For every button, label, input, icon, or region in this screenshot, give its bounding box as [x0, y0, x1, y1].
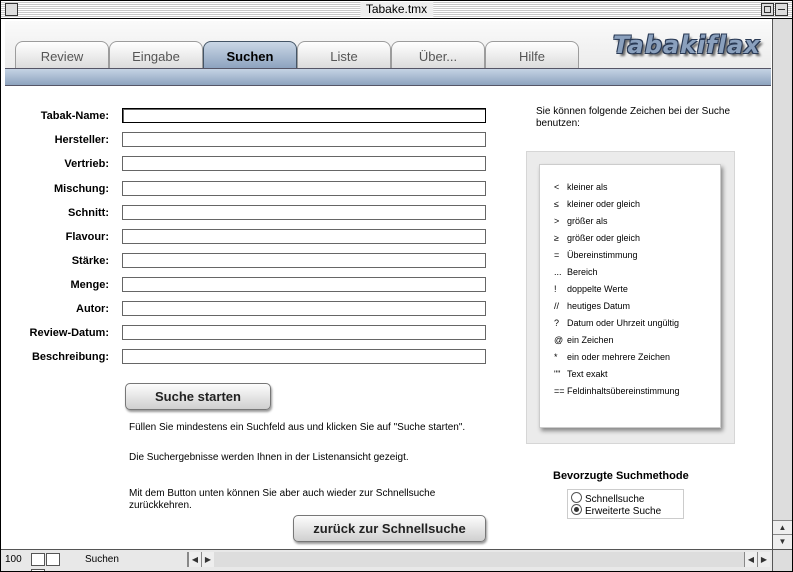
- operator-text: ein Zeichen: [567, 335, 614, 345]
- brand-logo: Tabakiflax: [613, 31, 761, 59]
- operator-symbol: ==: [554, 386, 565, 396]
- tab-hilfe[interactable]: Hilfe: [485, 41, 579, 68]
- operator-symbol: ...: [554, 267, 562, 277]
- operator-symbol: ≥: [554, 233, 559, 243]
- operator-row: [554, 233, 640, 243]
- header: [5, 21, 771, 86]
- zoom-in-icon[interactable]: [46, 553, 60, 566]
- radio-erweiterte-suche[interactable]: [571, 504, 661, 517]
- operator-symbol: "": [554, 369, 561, 379]
- operator-row: [554, 216, 608, 226]
- radio-label: Schnellsuche: [585, 494, 645, 505]
- scroll-right-icon[interactable]: ▶: [201, 552, 214, 567]
- radio-off-icon[interactable]: [571, 492, 582, 503]
- collapse-box-icon[interactable]: [775, 3, 788, 16]
- tab-review[interactable]: Review: [15, 41, 109, 68]
- scroll-down-icon[interactable]: ▼: [773, 534, 792, 549]
- label-flavour: Flavour:: [65, 231, 109, 243]
- operator-row: [554, 352, 670, 362]
- operator-text: heutiges Datum: [567, 301, 631, 311]
- operator-symbol: //: [554, 301, 560, 311]
- label-staerke: Stärke:: [71, 255, 109, 267]
- tab-ueber[interactable]: Über...: [391, 41, 485, 68]
- label-mischung: Mischung:: [54, 183, 109, 195]
- layout-content: [5, 21, 771, 548]
- mode-indicator[interactable]: Suchen: [85, 554, 119, 565]
- scroll-left-end-icon[interactable]: ◀: [744, 552, 757, 567]
- input-mischung[interactable]: [122, 181, 486, 196]
- preferred-method-title: Bevorzugte Suchmethode: [553, 470, 689, 482]
- operator-text: kleiner oder gleich: [567, 199, 641, 209]
- input-staerke[interactable]: [122, 253, 486, 268]
- input-flavour[interactable]: [122, 229, 486, 244]
- operator-text: kleiner als: [567, 182, 608, 192]
- radio-on-icon[interactable]: [571, 504, 582, 515]
- scroll-left-icon[interactable]: ◀: [188, 552, 201, 567]
- input-schnitt[interactable]: [122, 205, 486, 220]
- input-autor[interactable]: [122, 301, 486, 316]
- label-autor: Autor:: [76, 303, 109, 315]
- operator-symbol: *: [554, 352, 558, 362]
- search-start-button[interactable]: Suche starten: [125, 383, 271, 410]
- close-box-icon[interactable]: [5, 3, 18, 16]
- back-to-quicksearch-button[interactable]: zurück zur Schnellsuche: [293, 515, 486, 542]
- input-tabak-name[interactable]: [122, 108, 486, 123]
- title-bar[interactable]: [1, 1, 792, 19]
- operator-text: Feldinhaltsübereinstimmung: [567, 386, 680, 396]
- input-hersteller[interactable]: [122, 132, 486, 147]
- help-text-3: Mit dem Button unten können Sie aber auch wieder zur Schnellsuche zurückkehren.: [129, 488, 436, 511]
- operator-row: [554, 369, 608, 379]
- tab-liste[interactable]: Liste: [297, 41, 391, 68]
- operator-text: Text exakt: [567, 369, 608, 379]
- operator-row: [554, 386, 680, 396]
- operator-row: [554, 318, 679, 328]
- input-beschreibung[interactable]: [122, 349, 486, 364]
- operator-text: doppelte Werte: [567, 284, 628, 294]
- input-vertrieb[interactable]: [122, 156, 486, 171]
- label-hersteller: Hersteller:: [54, 134, 109, 146]
- operator-symbol: =: [554, 250, 560, 260]
- scroll-up-icon[interactable]: ▲: [773, 520, 792, 535]
- operators-list: [539, 164, 721, 428]
- operator-text: größer als: [567, 216, 608, 226]
- operator-text: Datum oder Uhrzeit ungültig: [567, 318, 680, 328]
- zoom-box-icon[interactable]: [761, 3, 774, 16]
- operator-text: Übereinstimmung: [567, 250, 638, 260]
- input-review-datum[interactable]: [122, 325, 486, 340]
- operator-row: [554, 267, 598, 277]
- operator-row: [554, 250, 638, 260]
- status-tools: [31, 553, 73, 566]
- vertical-scrollbar[interactable]: [772, 19, 792, 549]
- operator-symbol: <: [554, 182, 560, 192]
- operator-row: [554, 335, 614, 345]
- label-menge: Menge:: [70, 279, 109, 291]
- operator-symbol: ?: [554, 318, 560, 328]
- operator-symbol: >: [554, 216, 560, 226]
- tab-suchen[interactable]: Suchen: [203, 41, 297, 68]
- label-vertrieb: Vertrieb:: [64, 158, 109, 170]
- help-text-1: Füllen Sie mindestens ein Suchfeld aus und klicken Sie auf "Suche starten".: [129, 422, 466, 433]
- input-menge[interactable]: [122, 277, 486, 292]
- operators-intro: Sie können folgende Zeichen bei der Suche benutzen:: [536, 106, 731, 129]
- operator-symbol: !: [554, 284, 557, 294]
- operator-row: [554, 199, 640, 209]
- label-schnitt: Schnitt:: [68, 207, 109, 219]
- operator-symbol: @: [554, 335, 564, 345]
- preferred-method-group: [567, 489, 684, 519]
- radio-label: Erweiterte Suche: [585, 506, 662, 517]
- header-bar: [5, 68, 771, 86]
- resize-grip-icon[interactable]: [772, 549, 792, 571]
- operator-text: ein oder mehrere Zeichen: [567, 352, 671, 362]
- label-tabak-name: Tabak-Name:: [40, 110, 109, 122]
- label-beschreibung: Beschreibung:: [31, 351, 109, 363]
- operator-symbol: ≤: [554, 199, 559, 209]
- window-title: Tabake.tmx: [360, 2, 433, 17]
- scroll-right-end-icon[interactable]: ▶: [757, 552, 770, 567]
- zoom-level[interactable]: 100: [5, 554, 22, 565]
- operator-text: Bereich: [567, 267, 598, 277]
- operator-row: [554, 301, 630, 311]
- operator-text: größer oder gleich: [567, 233, 641, 243]
- operator-row: [554, 182, 608, 192]
- label-review-datum: Review-Datum:: [29, 327, 109, 339]
- horizontal-scrollbar[interactable]: [187, 552, 770, 567]
- operators-panel: [526, 151, 735, 444]
- tab-eingabe[interactable]: Eingabe: [109, 41, 203, 68]
- zoom-out-icon[interactable]: [31, 553, 45, 566]
- help-text-2: Die Suchergebnisse werden Ihnen in der Listenansicht gezeigt.: [129, 452, 409, 463]
- status-bar: [1, 549, 772, 571]
- operator-row: [554, 284, 628, 294]
